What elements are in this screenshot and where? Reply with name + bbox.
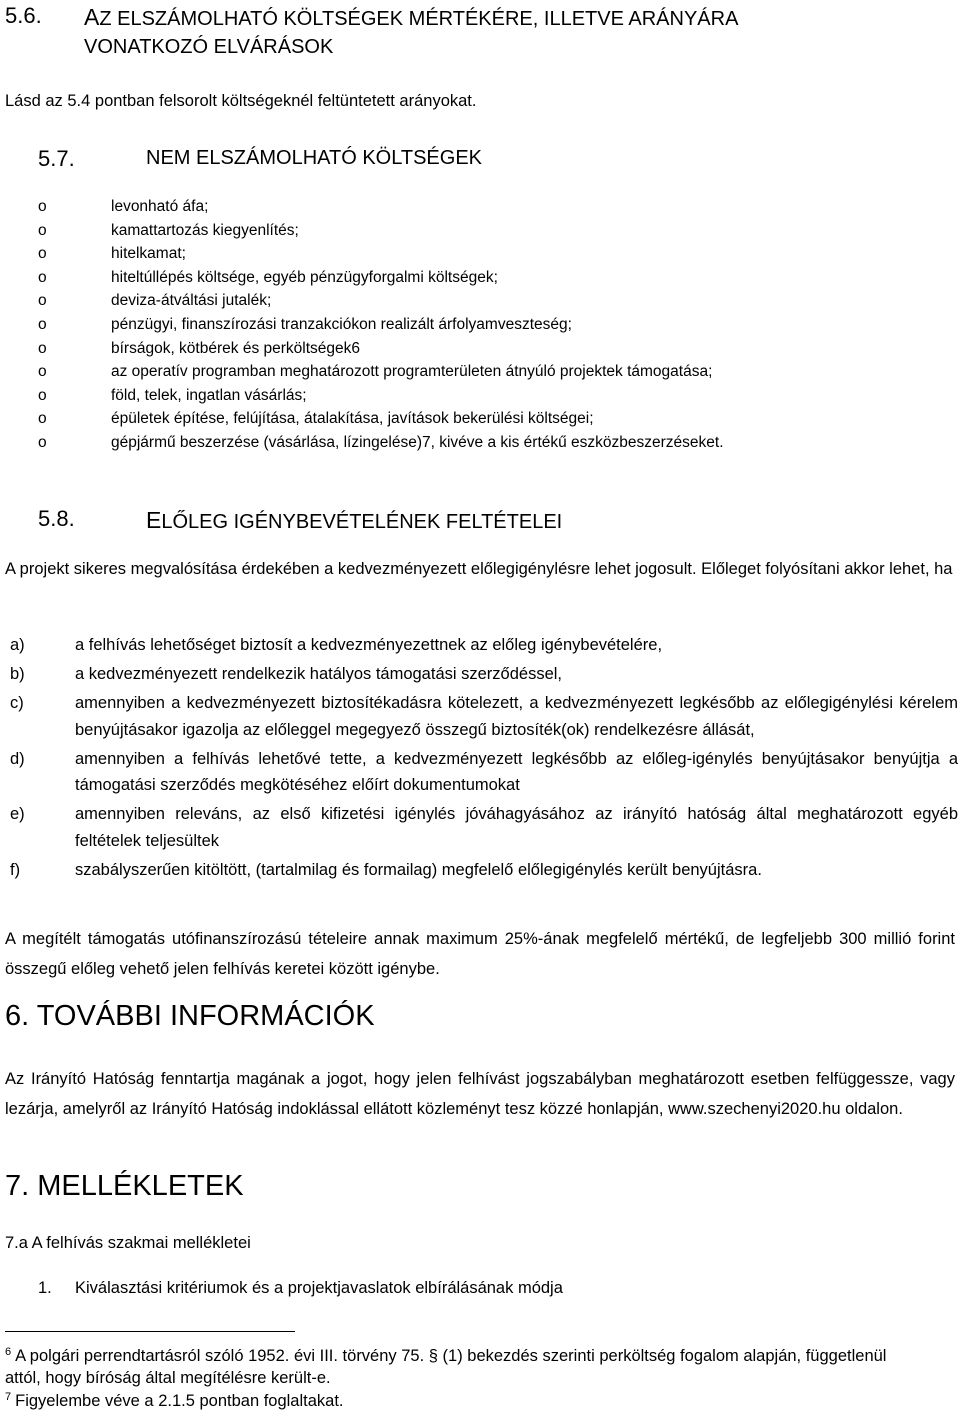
- bullet-marker: o: [38, 315, 47, 333]
- footnote-7: $^7$ Figyelembe véve a 2.1.5 pontban foglaltakat.: [5, 1391, 344, 1410]
- item-label: e): [10, 805, 25, 823]
- list-item: o bírságok, kötbérek és perköltségek6: [38, 339, 360, 357]
- section-6-body: Az Irányító Hatóság fenntartja magának a jogot, hogy jelen felhívást jogszabályban meghatározott esetben felfüggessze, vagy lezárja, amelyről az Irányító Hatóság indoklással ellátott közleményt tesz közzé honlapján, www.szechenyi2020.hu oldalon.: [5, 1070, 955, 1118]
- list-item: o föld, telek, ingatlan vásárlás;: [38, 386, 307, 404]
- list-item: o épületek építése, felújítása, átalakítása, javítások bekerülési költségei;: [38, 410, 594, 428]
- bullet-marker: o: [38, 245, 47, 263]
- bullet-marker: o: [38, 198, 47, 215]
- list-item: d) amennyiben a felhívás lehetővé tette, a kedvezményezett legkésőbb az előleg-igénylés benyújtásakor benyújtja a támogatási szerződés megkötéséhez előírt dokumentumokat: [10, 746, 958, 799]
- item-label: d): [10, 749, 25, 768]
- bullet-marker: o: [38, 292, 47, 310]
- item-label: f): [10, 860, 21, 879]
- bullet-marker: o: [38, 339, 47, 357]
- list-item: c) amennyiben a kedvezményezett biztosítékadásra kötelezett, a kedvezményezett legkésőbb az előlegigénylési kérelem benyújtásakor igazolja az előleggel megegyező összegű biztosíték(ok) rendelkezésre állását,: [10, 690, 958, 743]
- section-6-heading: 6. TOVÁBBI INFORMÁCIÓK: [5, 1000, 375, 1032]
- section-5-8-intro: A projekt sikeres megvalósítása érdekében a kedvezményezett előlegigénylésre lehet jogosult. Előleget folyósítani akkor lehet, ha: [5, 560, 953, 578]
- list-item: a) a felhívás lehetőséget biztosít a kedvezményezettnek az előleg igénybevételére,: [10, 632, 958, 659]
- section-7-subheading: 7.a A felhívás szakmai mellékletei: [5, 1234, 251, 1252]
- section-5-6-title-initial: A: [84, 4, 100, 30]
- section-5-8-title: [146, 507, 562, 534]
- section-5-8-title-initial: E: [146, 507, 162, 533]
- footnote-mark: 6: [5, 1346, 12, 1358]
- section-7-heading: 7. MELLÉKLETEK: [5, 1170, 244, 1202]
- list-item: o levonható áfa;: [38, 198, 209, 215]
- section-5-6-title-rest: Z ELSZÁMOLHATÓ KÖLTSÉGEK MÉRTÉKÉRE, ILLETVE ARÁNYÁRA: [99, 8, 739, 30]
- footnote-6: $^6$ A polgári perrendtartásról szóló 1952. évi III. törvény 75. § (1) bekezdés szerinti perköltség fogalom alapján, függetlenül attól, hogy bíróság által megítélésre került-e.: [5, 1346, 887, 1387]
- list-item: o kamattartozás kiegyenlítés;: [38, 221, 299, 239]
- bullet-marker: o: [38, 386, 47, 404]
- list-item: b) a kedvezményezett rendelkezik hatályos támogatási szerződéssel,: [10, 661, 958, 688]
- list-item: o pénzügyi, finanszírozási tranzakciókon realizált árfolyamveszteség;: [38, 315, 572, 333]
- bullet-marker: o: [38, 221, 47, 239]
- bullet-marker: o: [38, 363, 47, 381]
- section-5-6-body: Lásd az 5.4 pontban felsorolt költségeknél feltüntetett arányokat.: [5, 92, 477, 110]
- section-5-8-number: 5.8.: [38, 506, 75, 531]
- item-label: a): [10, 636, 25, 654]
- list-item: o deviza-átváltási jutalék;: [38, 292, 272, 310]
- non-eligible-costs-list: [38, 197, 938, 457]
- advance-conditions-list: [10, 632, 958, 886]
- section-5-8-title-rest: LŐLEG IGÉNYBEVÉTELÉNEK FELTÉTELEI: [161, 511, 563, 533]
- list-item: f) szabályszerűen kitöltött, (tartalmilag és formailag) megfelelő előlegigénylés került benyújtásra.: [10, 857, 958, 884]
- section-5-6-title-line1: [84, 4, 738, 31]
- list-item: o az operatív programban meghatározott programterületen átnyúló projektek támogatása;: [38, 363, 713, 381]
- bullet-marker: o: [38, 410, 47, 428]
- list-item: o hitelkamat;: [38, 245, 186, 263]
- section-5-6-number: 5.6.: [5, 3, 42, 28]
- section-5-6-title-line2: VONATKOZÓ ELVÁRÁSOK: [84, 36, 334, 58]
- section-5-7-number: 5.7.: [38, 146, 75, 171]
- item-label: c): [10, 694, 24, 712]
- list-item: e) amennyiben releváns, az első kifizetési igénylés jóváhagyásához az irányító hatóság által meghatározott egyéb feltételek teljesültek: [10, 801, 958, 854]
- section-5-7-title: NEM ELSZÁMOLHATÓ KÖLTSÉGEK: [146, 147, 482, 169]
- list-item: o gépjármű beszerzése (vásárlása, lízingelése)7, kivéve a kis értékű eszközbeszerzéseket.: [38, 433, 724, 451]
- annex-item-number: 1.: [38, 1279, 52, 1297]
- annex-item-text: Kiválasztási kritériumok és a projektjavaslatok elbírálásának módja: [75, 1279, 563, 1297]
- footnote-separator: [5, 1331, 295, 1332]
- bullet-marker: o: [38, 268, 47, 286]
- item-label: b): [10, 665, 25, 683]
- bullet-marker: o: [38, 433, 47, 451]
- footnote-mark: 7: [5, 1391, 12, 1403]
- section-5-8-closing: A megítélt támogatás utófinanszírozású tételeire annak maximum 25%-ának megfelelő mértékű, de legfeljebb 300 millió forint összegű előleg vehető jelen felhívás keretei között igénybe.: [5, 930, 955, 978]
- list-item: o hiteltúllépés költsége, egyéb pénzügyforgalmi költségek;: [38, 268, 498, 286]
